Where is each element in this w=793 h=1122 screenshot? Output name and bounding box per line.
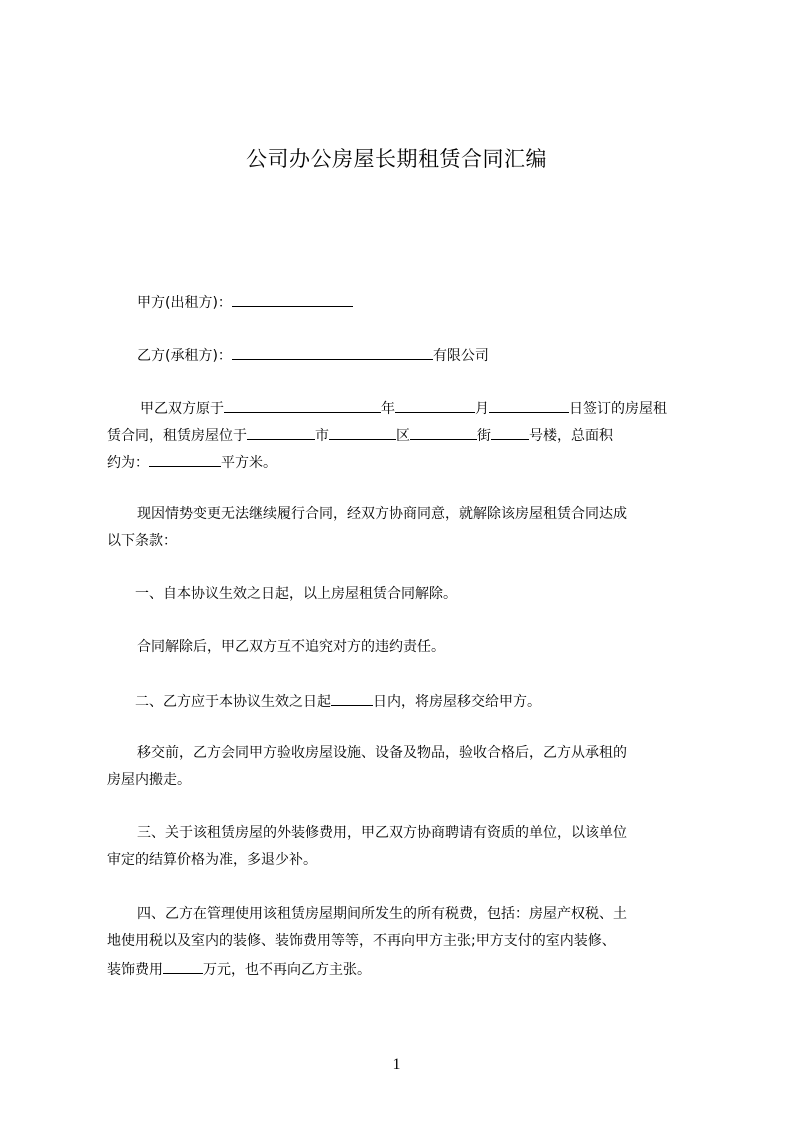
party-b-line — [137, 345, 489, 365]
text: 市 — [315, 428, 329, 444]
document-title: 公司办公房屋长期租赁合同汇编 — [246, 147, 547, 171]
text: 装饰费用 — [107, 962, 163, 978]
clause2b-line1: 移交前，乙方会同甲方验收房屋设施、设备及物品，验收合格后，乙方从承租的 — [137, 745, 627, 761]
text: 甲乙双方原于 — [140, 401, 224, 417]
blank-district — [329, 425, 396, 440]
text: 万元，也不再向乙方主张。 — [203, 962, 371, 978]
party-a-blank — [232, 292, 353, 307]
page-number: 1 — [392, 1056, 401, 1073]
clause4-line2: 地使用税以及室内的装修、装饰费用等等，不再向甲方主张;甲方支付的室内装修、 — [107, 933, 616, 949]
party-b-suffix: 有限公司 — [432, 348, 489, 364]
blank-signed-day — [489, 398, 569, 413]
text: 二、乙方应于本协议生效之日起 — [135, 694, 331, 710]
text: 号楼，总面积 — [529, 428, 613, 444]
clause3-line1: 三、关于该租赁房屋的外装修费用，甲乙双方协商聘请有资质的单位，以该单位 — [137, 825, 627, 841]
clause2b-line2: 房屋内搬走。 — [107, 772, 191, 788]
text: 赁合同，租赁房屋位于 — [107, 428, 247, 444]
party-b-blank — [232, 345, 433, 360]
text: 约为： — [107, 455, 149, 471]
text: 日签订的房屋租 — [569, 401, 667, 417]
blank-decoration-amount — [163, 959, 203, 974]
para2-line2: 以下条款： — [107, 533, 177, 549]
blank-area — [149, 452, 221, 467]
para1-line1 — [140, 398, 667, 418]
para1-line3 — [107, 452, 277, 472]
blank-signed-month — [395, 398, 475, 413]
clause1b-line1: 合同解除后，甲乙双方互不追究对方的违约责任。 — [137, 639, 445, 655]
blank-handover-days — [331, 691, 373, 706]
party-a-line — [137, 292, 353, 312]
blank-street — [410, 425, 477, 440]
text: 日内，将房屋移交给甲方。 — [373, 694, 541, 710]
text: 街 — [477, 428, 491, 444]
text: 平方米。 — [221, 455, 277, 471]
text: 年 — [381, 401, 395, 417]
clause4-line3 — [107, 959, 371, 979]
clause1-line1: 一、自本协议生效之日起，以上房屋租赁合同解除。 — [135, 586, 457, 602]
clause3-line2: 审定的结算价格为准，多退少补。 — [107, 852, 317, 868]
party-b-label: 乙方(承租方)： — [137, 348, 232, 364]
para2-line1: 现因情势变更无法继续履行合同，经双方协商同意，就解除该房屋租赁合同达成 — [137, 506, 627, 522]
blank-signed-year — [224, 398, 381, 413]
para1-line2 — [107, 425, 613, 445]
blank-city — [247, 425, 315, 440]
text: 区 — [396, 428, 410, 444]
text: 月 — [475, 401, 489, 417]
clause2-line1 — [135, 691, 541, 711]
party-a-label: 甲方(出租方)： — [137, 295, 232, 311]
blank-building — [491, 425, 529, 440]
clause4-line1: 四、乙方在管理使用该租赁房屋期间所发生的所有税费，包括：房屋产权税、土 — [137, 906, 627, 922]
